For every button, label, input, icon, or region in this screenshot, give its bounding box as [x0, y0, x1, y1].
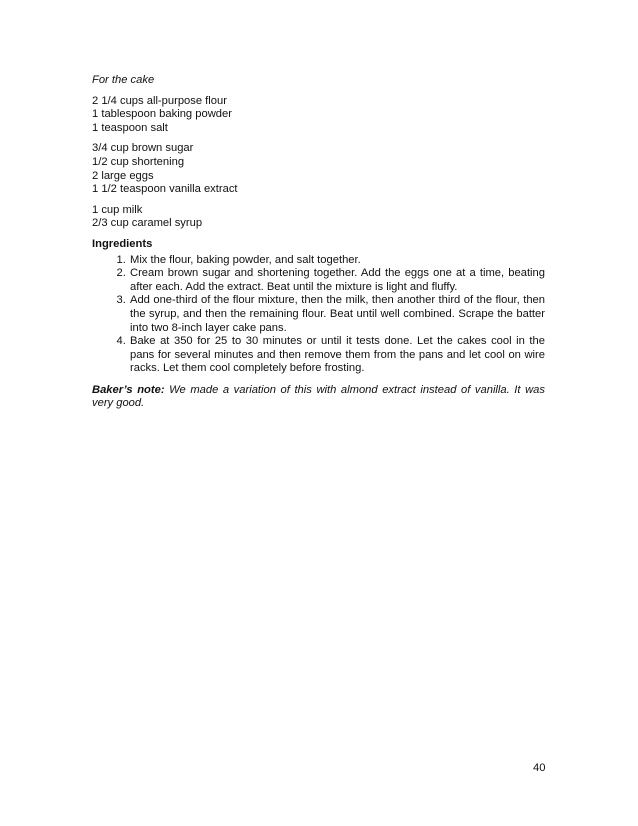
instruction-step: 2. Cream brown sugar and shortening together. Add the eggs one at a time, beating after each. Add the extract. Beat until the mixture is light and fluffy.: [129, 267, 545, 294]
ingredient-group-1: [92, 95, 545, 136]
ingredient-group-2: [92, 142, 545, 196]
ingredient-line: 1 cup milk: [92, 203, 143, 216]
ingredient-line: 1 teaspoon salt: [92, 121, 168, 134]
instruction-step: 3. Add one-third of the flour mixture, then the milk, then another third of the flour, then the syrup, and then the remaining flour. Beat until well combined. Scrape the batter into two 8-inch layer cake pans.: [129, 294, 545, 335]
ingredient-line: 1 1/2 teaspoon vanilla extract: [92, 183, 238, 196]
ingredient-line: 1 tablespoon baking powder: [92, 108, 232, 121]
ingredient-line: 2 1/4 cups all-purpose flour: [92, 94, 227, 107]
section-title: Ingredients: [92, 237, 153, 250]
bakers-note: [92, 384, 545, 411]
bakers-note-text: We made a variation of this with almond extract instead of vanilla. It was very good.: [92, 383, 545, 410]
instruction-step: 1. Mix the flour, baking powder, and salt together.: [129, 254, 545, 268]
instruction-steps: [92, 254, 545, 376]
ingredient-line: 3/4 cup brown sugar: [92, 142, 194, 155]
page-number: 40: [533, 762, 546, 774]
ingredient-line: 2/3 cup caramel syrup: [92, 217, 203, 230]
ingredient-line: 2 large eggs: [92, 169, 154, 182]
bakers-note-label: Baker’s note:: [92, 383, 165, 396]
instruction-step: 4. Bake at 350 for 25 to 30 minutes or until it tests done. Let the cakes cool in the pans for several minutes and then remove them from the pans and let cool on wire racks. Let them cool completely before frosting.: [129, 335, 545, 376]
ingredient-line: 1/2 cup shortening: [92, 155, 185, 168]
recipe-content: [92, 74, 545, 411]
subheading: For the cake: [92, 74, 155, 86]
ingredient-group-3: [92, 204, 545, 231]
